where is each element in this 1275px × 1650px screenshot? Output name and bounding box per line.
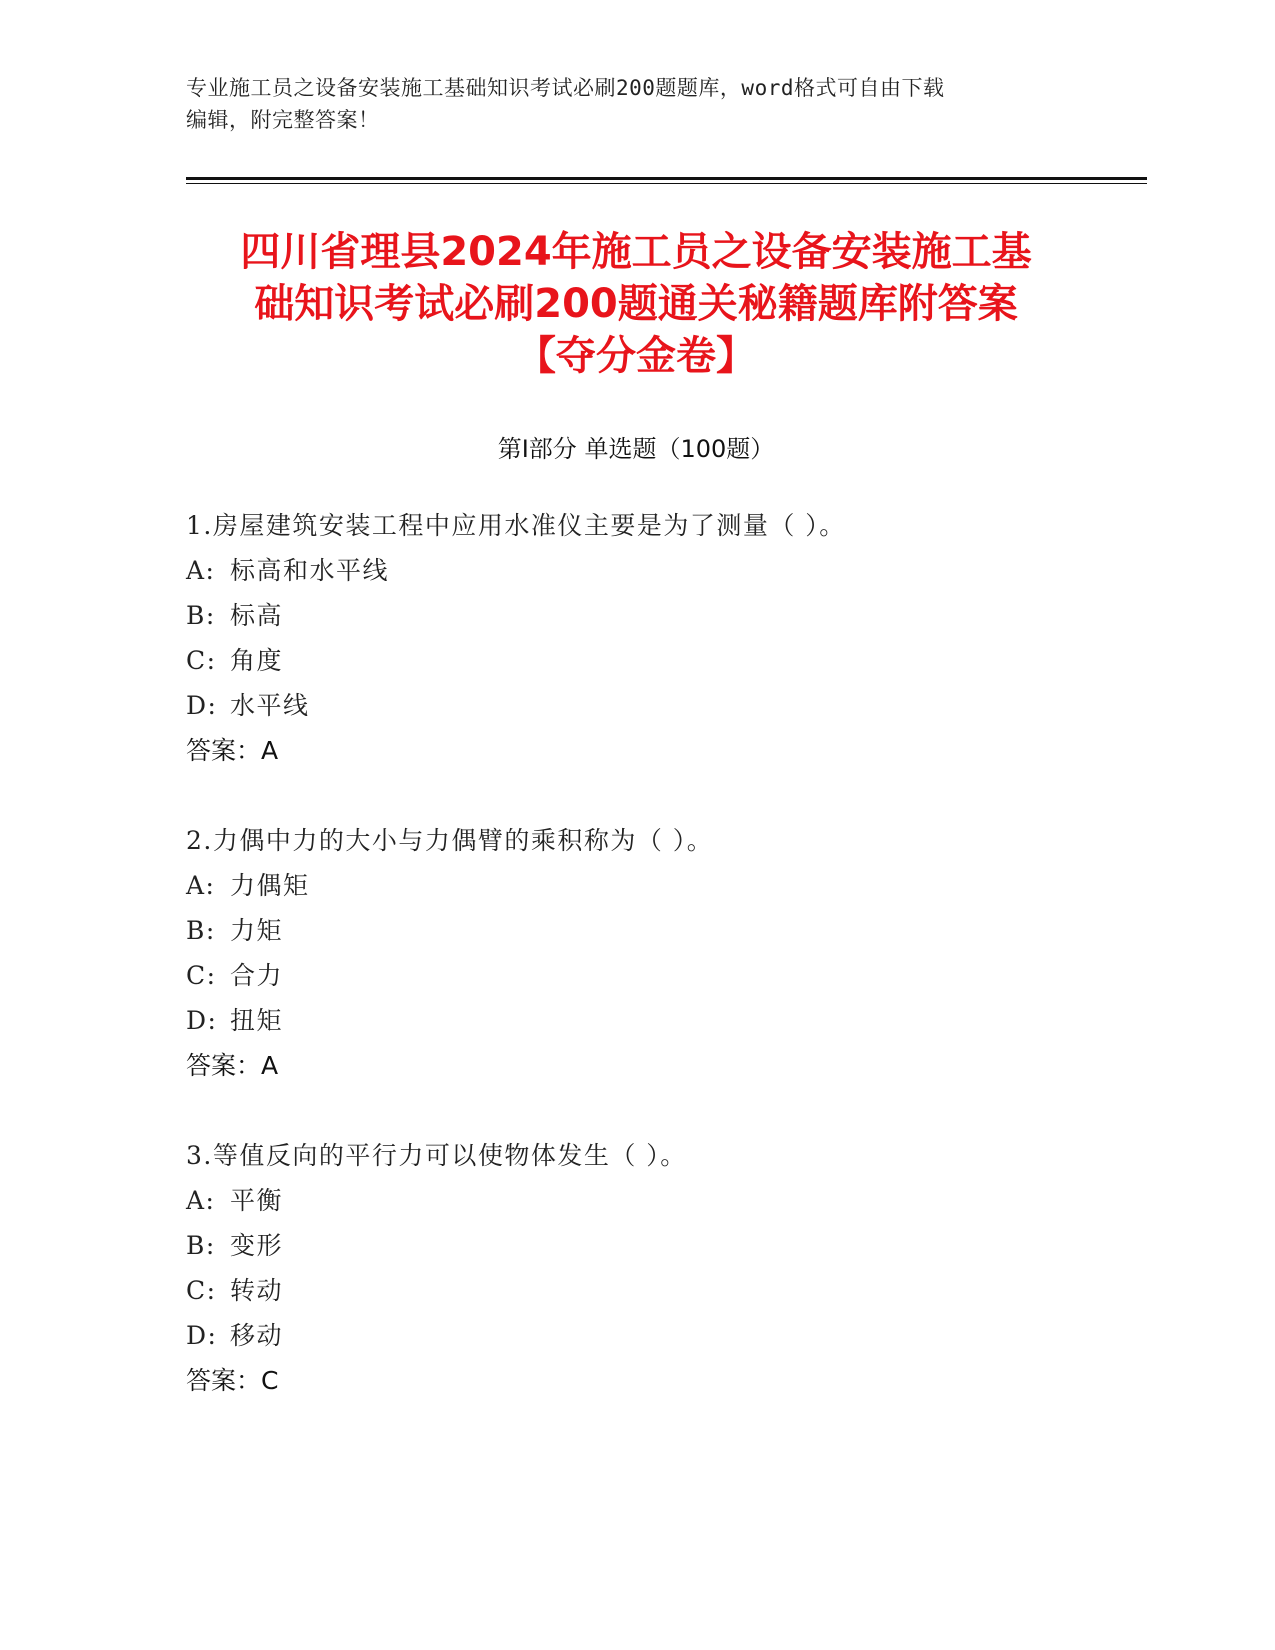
option-key: B: (186, 916, 216, 945)
option-key: C: (186, 646, 217, 675)
option-a (186, 863, 1086, 908)
option-b (186, 593, 1086, 638)
document-title (186, 226, 1086, 382)
option-key: D: (186, 691, 218, 720)
option-text: 标高 (230, 601, 284, 630)
option-b (186, 908, 1086, 953)
header-note (186, 72, 1086, 136)
option-text: 标高和水平线 (230, 556, 390, 585)
title-line-2: 础知识考试必刷200题通关秘籍题库附答案 (254, 281, 1018, 327)
question-2 (186, 818, 1086, 1088)
option-key: B: (186, 601, 216, 630)
header-note-line-1: 专业施工员之设备安装施工基础知识考试必刷200题题库，word格式可自由下载 (186, 76, 945, 100)
header-note-line-2: 编辑，附完整答案！ (186, 108, 380, 132)
question-stem: 2.力偶中力的大小与力偶臂的乘积称为（ ）。 (186, 826, 714, 855)
option-text: 转动 (230, 1276, 284, 1305)
option-key: C: (186, 961, 217, 990)
option-c (186, 638, 1086, 683)
option-key: B: (186, 1231, 216, 1260)
option-a (186, 1178, 1086, 1223)
question-3 (186, 1133, 1086, 1403)
option-b (186, 1223, 1086, 1268)
option-c (186, 953, 1086, 998)
answer-line: 答案：A (186, 736, 279, 765)
option-text: 平衡 (230, 1186, 284, 1215)
option-text: 力矩 (230, 916, 284, 945)
option-text: 角度 (230, 646, 284, 675)
option-c (186, 1268, 1086, 1313)
header-rule-thick (186, 177, 1147, 180)
title-line-1: 四川省理县2024年施工员之设备安装施工基 (240, 229, 1032, 275)
question-stem: 3.等值反向的平行力可以使物体发生（ ）。 (186, 1141, 687, 1170)
option-key: A: (186, 556, 216, 585)
option-text: 水平线 (230, 691, 310, 720)
answer-line: 答案：A (186, 1051, 279, 1080)
option-key: D: (186, 1006, 218, 1035)
option-d (186, 998, 1086, 1043)
option-key: C: (186, 1276, 217, 1305)
option-text: 合力 (230, 961, 284, 990)
option-text: 扭矩 (230, 1006, 284, 1035)
option-d (186, 683, 1086, 728)
option-text: 移动 (230, 1321, 284, 1350)
question-stem: 1.房屋建筑安装工程中应用水准仪主要是为了测量（ ）。 (186, 511, 846, 540)
option-text: 变形 (230, 1231, 284, 1260)
option-key: A: (186, 1186, 216, 1215)
answer-line: 答案：C (186, 1366, 279, 1395)
title-line-3: 【夺分金卷】 (516, 333, 756, 379)
option-a (186, 548, 1086, 593)
header-rule-thin (186, 183, 1147, 184)
option-key: A: (186, 871, 216, 900)
option-d (186, 1313, 1086, 1358)
option-key: D: (186, 1321, 218, 1350)
option-text: 力偶矩 (230, 871, 310, 900)
section-heading: 第Ⅰ部分 单选题（100题） (497, 435, 775, 463)
question-1 (186, 503, 1086, 773)
